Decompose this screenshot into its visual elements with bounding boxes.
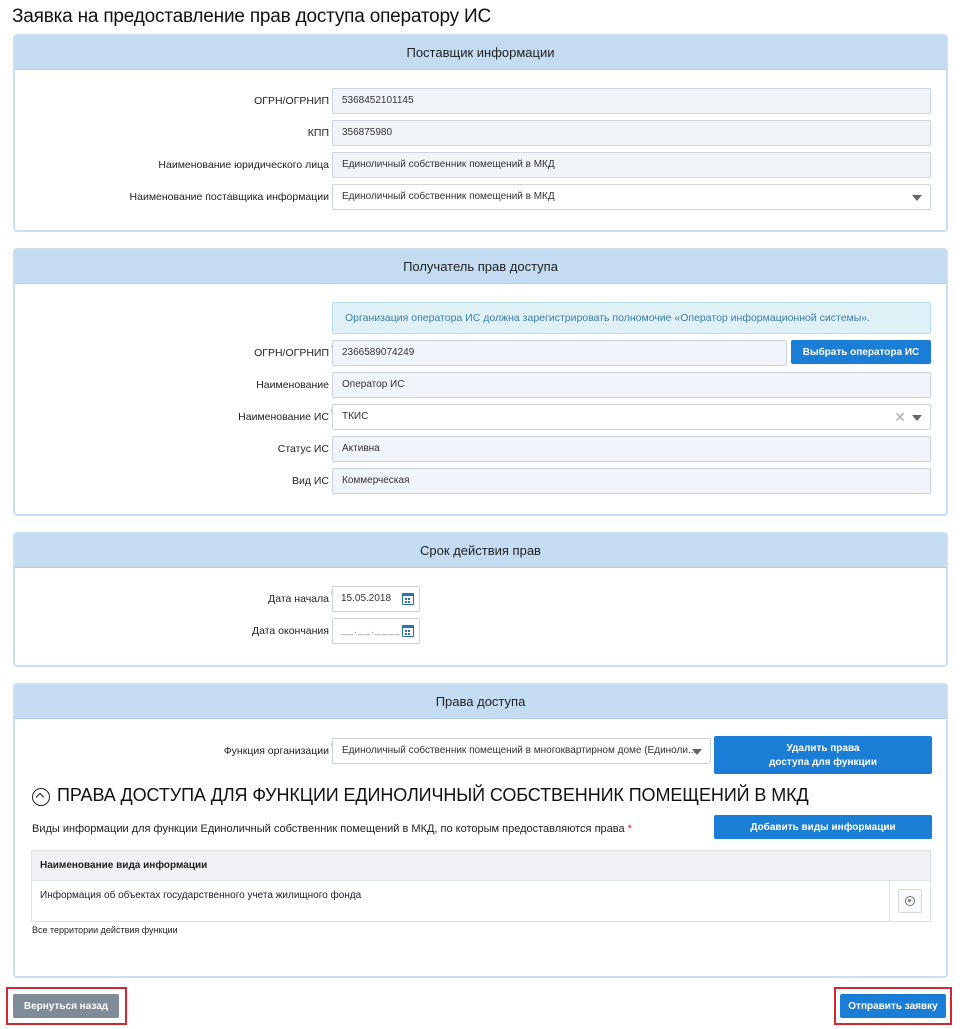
function-value: Единоличный собственник помещений в многоквартирном доме (Единоли... (342, 745, 697, 756)
end-date-input[interactable] (332, 618, 420, 644)
recipient-is-name-label-text: Наименование ИС (238, 411, 329, 423)
info-types-table (31, 850, 931, 922)
row-divider (889, 881, 890, 921)
recipient-name-row (15, 372, 946, 398)
function-label-text: Функция организации (223, 745, 329, 757)
add-info-types-button[interactable]: Добавить виды информации (714, 815, 932, 839)
delete-button-line1: Удалить права (786, 743, 860, 754)
select-operator-button[interactable]: Выбрать оператора ИС (791, 340, 931, 364)
start-date-row (15, 586, 946, 612)
recipient-is-kind-label: Вид ИС (291, 475, 329, 487)
recipient-is-kind-row (15, 468, 946, 494)
recipient-name-label: Наименование (256, 379, 329, 391)
delete-function-rights-button[interactable] (714, 736, 932, 774)
supplier-legal-name-label: Наименование юридического лица (158, 159, 329, 171)
chevron-down-icon[interactable] (912, 415, 922, 421)
end-date-row (15, 618, 946, 644)
end-date-placeholder: __.__.____ (341, 625, 402, 636)
supplier-kpp-label: КПП (307, 127, 329, 139)
clear-icon[interactable]: ✕ (894, 409, 906, 425)
validity-panel (13, 532, 948, 667)
function-rights-section-title: ПРАВА ДОСТУПА ДЛЯ ФУНКЦИИ ЕДИНОЛИЧНЫЙ СОБСТВЕННИК ПОМЕЩЕНИЙ В МКД (57, 785, 809, 805)
rights-panel-header: Права доступа (15, 685, 946, 719)
rights-panel (13, 683, 948, 978)
recipient-panel-header: Получатель прав доступа (15, 250, 946, 284)
start-date-label-text: Дата начала (268, 593, 329, 605)
supplier-legal-name-row (15, 152, 946, 178)
calendar-icon[interactable] (402, 593, 414, 605)
recipient-is-name-row (15, 404, 946, 430)
info-types-caption (32, 823, 632, 835)
recipient-is-name-label (238, 404, 329, 430)
supplier-panel-header: Поставщик информации (15, 36, 946, 70)
chevron-down-icon[interactable] (692, 749, 702, 755)
recipient-ogrn-label (254, 340, 329, 366)
operator-info-message: Организация оператора ИС должна зарегистрировать полномочие «Оператор информационной системы». (332, 302, 931, 334)
recipient-panel (13, 248, 948, 516)
territory-footnote: Все территории действия функции (32, 925, 178, 935)
function-select[interactable] (332, 738, 711, 764)
supplier-ogrn-label: ОГРН/ОГРНИП (254, 95, 329, 107)
recipient-is-status-row (15, 436, 946, 462)
back-button[interactable]: Вернуться назад (13, 994, 119, 1018)
calendar-icon[interactable] (402, 625, 414, 637)
recipient-ogrn-label-text: ОГРН/ОГРНИП (254, 347, 329, 359)
start-date-label (268, 586, 329, 612)
table-header: Наименование вида информации (32, 851, 930, 881)
validity-panel-header: Срок действия прав (15, 534, 946, 568)
function-label (224, 738, 329, 764)
is-name-select[interactable] (332, 404, 931, 430)
required-mark: * (627, 823, 632, 835)
page-title: Заявка на предоставление прав доступа оператору ИС (12, 6, 492, 27)
submit-button[interactable]: Отправить заявку (840, 994, 946, 1018)
chevron-down-icon[interactable] (912, 195, 922, 201)
delete-button-line2: доступа для функции (769, 757, 877, 768)
supplier-ogrn-row (15, 88, 946, 114)
supplier-name-value: Единоличный собственник помещений в МКД (342, 191, 555, 202)
supplier-panel (13, 34, 948, 232)
supplier-legal-name-field: Единоличный собственник помещений в МКД (332, 152, 931, 178)
remove-icon (905, 896, 915, 906)
supplier-name-select[interactable] (332, 184, 931, 210)
recipient-is-status-label: Статус ИС (277, 443, 329, 455)
start-date-value: 15.05.2018 (341, 593, 392, 604)
is-name-value: ТКИС (342, 411, 369, 422)
start-date-input[interactable] (332, 586, 420, 612)
collapse-icon[interactable] (32, 788, 50, 806)
recipient-ogrn-row (15, 340, 946, 366)
recipient-name-field: Оператор ИС (332, 372, 931, 398)
recipient-is-kind-field: Коммерческая (332, 468, 931, 494)
supplier-ogrn-field: 5368452101145 (332, 88, 931, 114)
table-row (32, 881, 930, 921)
supplier-kpp-field: 356875980 (332, 120, 931, 146)
recipient-is-status-field: Активна (332, 436, 931, 462)
recipient-ogrn-field[interactable]: 2366589074249 (332, 340, 787, 366)
supplier-name-row (15, 184, 946, 210)
supplier-kpp-row (15, 120, 946, 146)
supplier-name-label: Наименование поставщика информации (129, 191, 329, 203)
remove-row-button[interactable] (898, 889, 922, 913)
info-types-caption-text: Виды информации для функции Единоличный собственник помещений в МКД, по которым предоставляются права (32, 823, 625, 835)
table-cell-info-type: Информация об объектах государственного учета жилищного фонда (40, 890, 362, 901)
end-date-label: Дата окончания (251, 625, 329, 637)
